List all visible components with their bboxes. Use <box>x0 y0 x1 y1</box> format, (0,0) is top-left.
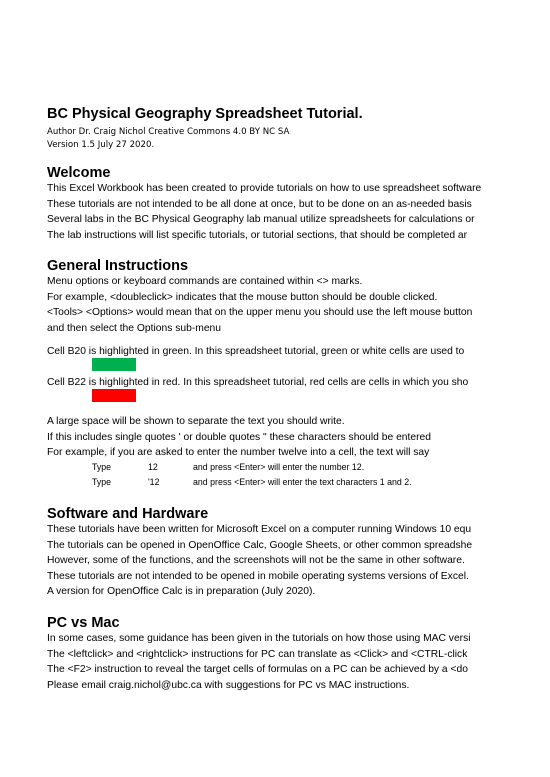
welcome-line: These tutorials are not intended to be all done at once, but to be done on an as-needed basis <box>47 198 472 210</box>
space-line: A large space will be shown to separate the text you should write. <box>47 416 345 427</box>
software-line: These tutorials have been written for Microsoft Excel on a computer running Windows 10 equ <box>47 524 472 535</box>
general-instructions-heading: General Instructions <box>47 258 189 274</box>
software-line: These tutorials are not intended to be opened in mobile operating systems versions of Excel. <box>47 570 469 582</box>
example-verb: Type <box>92 462 112 472</box>
software-hardware-heading: Software and Hardware <box>47 506 209 522</box>
space-line: If this includes single quotes ' or double quotes " these characters should be entered <box>47 431 431 443</box>
green-highlight-cell[interactable] <box>92 358 136 371</box>
pcmac-line: The <F2> instruction to reveal the target cells of formulas on a PC can be achieved by a <do <box>47 664 468 675</box>
page-title: BC Physical Geography Spreadsheet Tutorial. <box>47 106 363 122</box>
pcmac-line: Please email craig.nichol@ubc.ca with suggestions for PC vs MAC instructions. <box>47 679 410 691</box>
version-line: Version 1.5 July 27 2020. <box>47 140 155 150</box>
example-value: '12 <box>148 477 160 487</box>
author-line: Author Dr. Craig Nichol Creative Commons 4.0 BY NC SA <box>47 127 290 137</box>
software-line: A version for OpenOffice Calc is in preparation (July 2020). <box>47 586 316 597</box>
welcome-line: The lab instructions will list specific tutorials, or tutorial sections, that should be completed ar <box>47 229 468 241</box>
pcmac-line: The <leftclick> and <rightclick> instructions for PC can translate as <Click> and <CTRL-click <box>47 648 468 660</box>
general-line: and then select the Options sub-menu <box>47 322 222 334</box>
space-line: For example, if you are asked to enter the number twelve into a cell, the text will say <box>47 447 430 458</box>
example-description: and press <Enter> will enter the number 12. <box>193 462 365 472</box>
software-line: The tutorials can be opened in OpenOffice Calc, Google Sheets, or other common spreadshe <box>47 539 473 551</box>
red-highlight-cell[interactable] <box>92 389 136 402</box>
general-line: Menu options or keyboard commands are contained within <> marks. <box>47 276 363 287</box>
pc-vs-mac-heading: PC vs Mac <box>47 615 120 631</box>
general-line: For example, <doubleclick> indicates that the mouse button should be double clicked. <box>47 291 438 303</box>
example-value: 12 <box>148 462 158 472</box>
software-line: However, some of the functions, and the screenshots will not be the same in other software. <box>47 555 465 566</box>
general-line: <Tools> <Options> would mean that on the upper menu you should use the left mouse button <box>47 307 473 318</box>
green-cell-note: Cell B20 is highlighted in green. In this spreadsheet tutorial, green or white cells are used to <box>47 346 465 357</box>
welcome-line: This Excel Workbook has been created to provide tutorials on how to use spreadsheet software <box>47 183 482 194</box>
example-description: and press <Enter> will enter the text characters 1 and 2. <box>193 477 412 487</box>
welcome-line: Several labs in the BC Physical Geography lab manual utilize spreadsheets for calculations or <box>47 214 475 225</box>
welcome-heading: Welcome <box>47 165 111 181</box>
pcmac-line: In some cases, some guidance has been given in the tutorials on how those using MAC versi <box>47 633 471 644</box>
example-verb: Type <box>92 477 112 487</box>
red-cell-note: Cell B22 is highlighted in red. In this spreadsheet tutorial, red cells are cells in which you sho <box>47 377 469 388</box>
